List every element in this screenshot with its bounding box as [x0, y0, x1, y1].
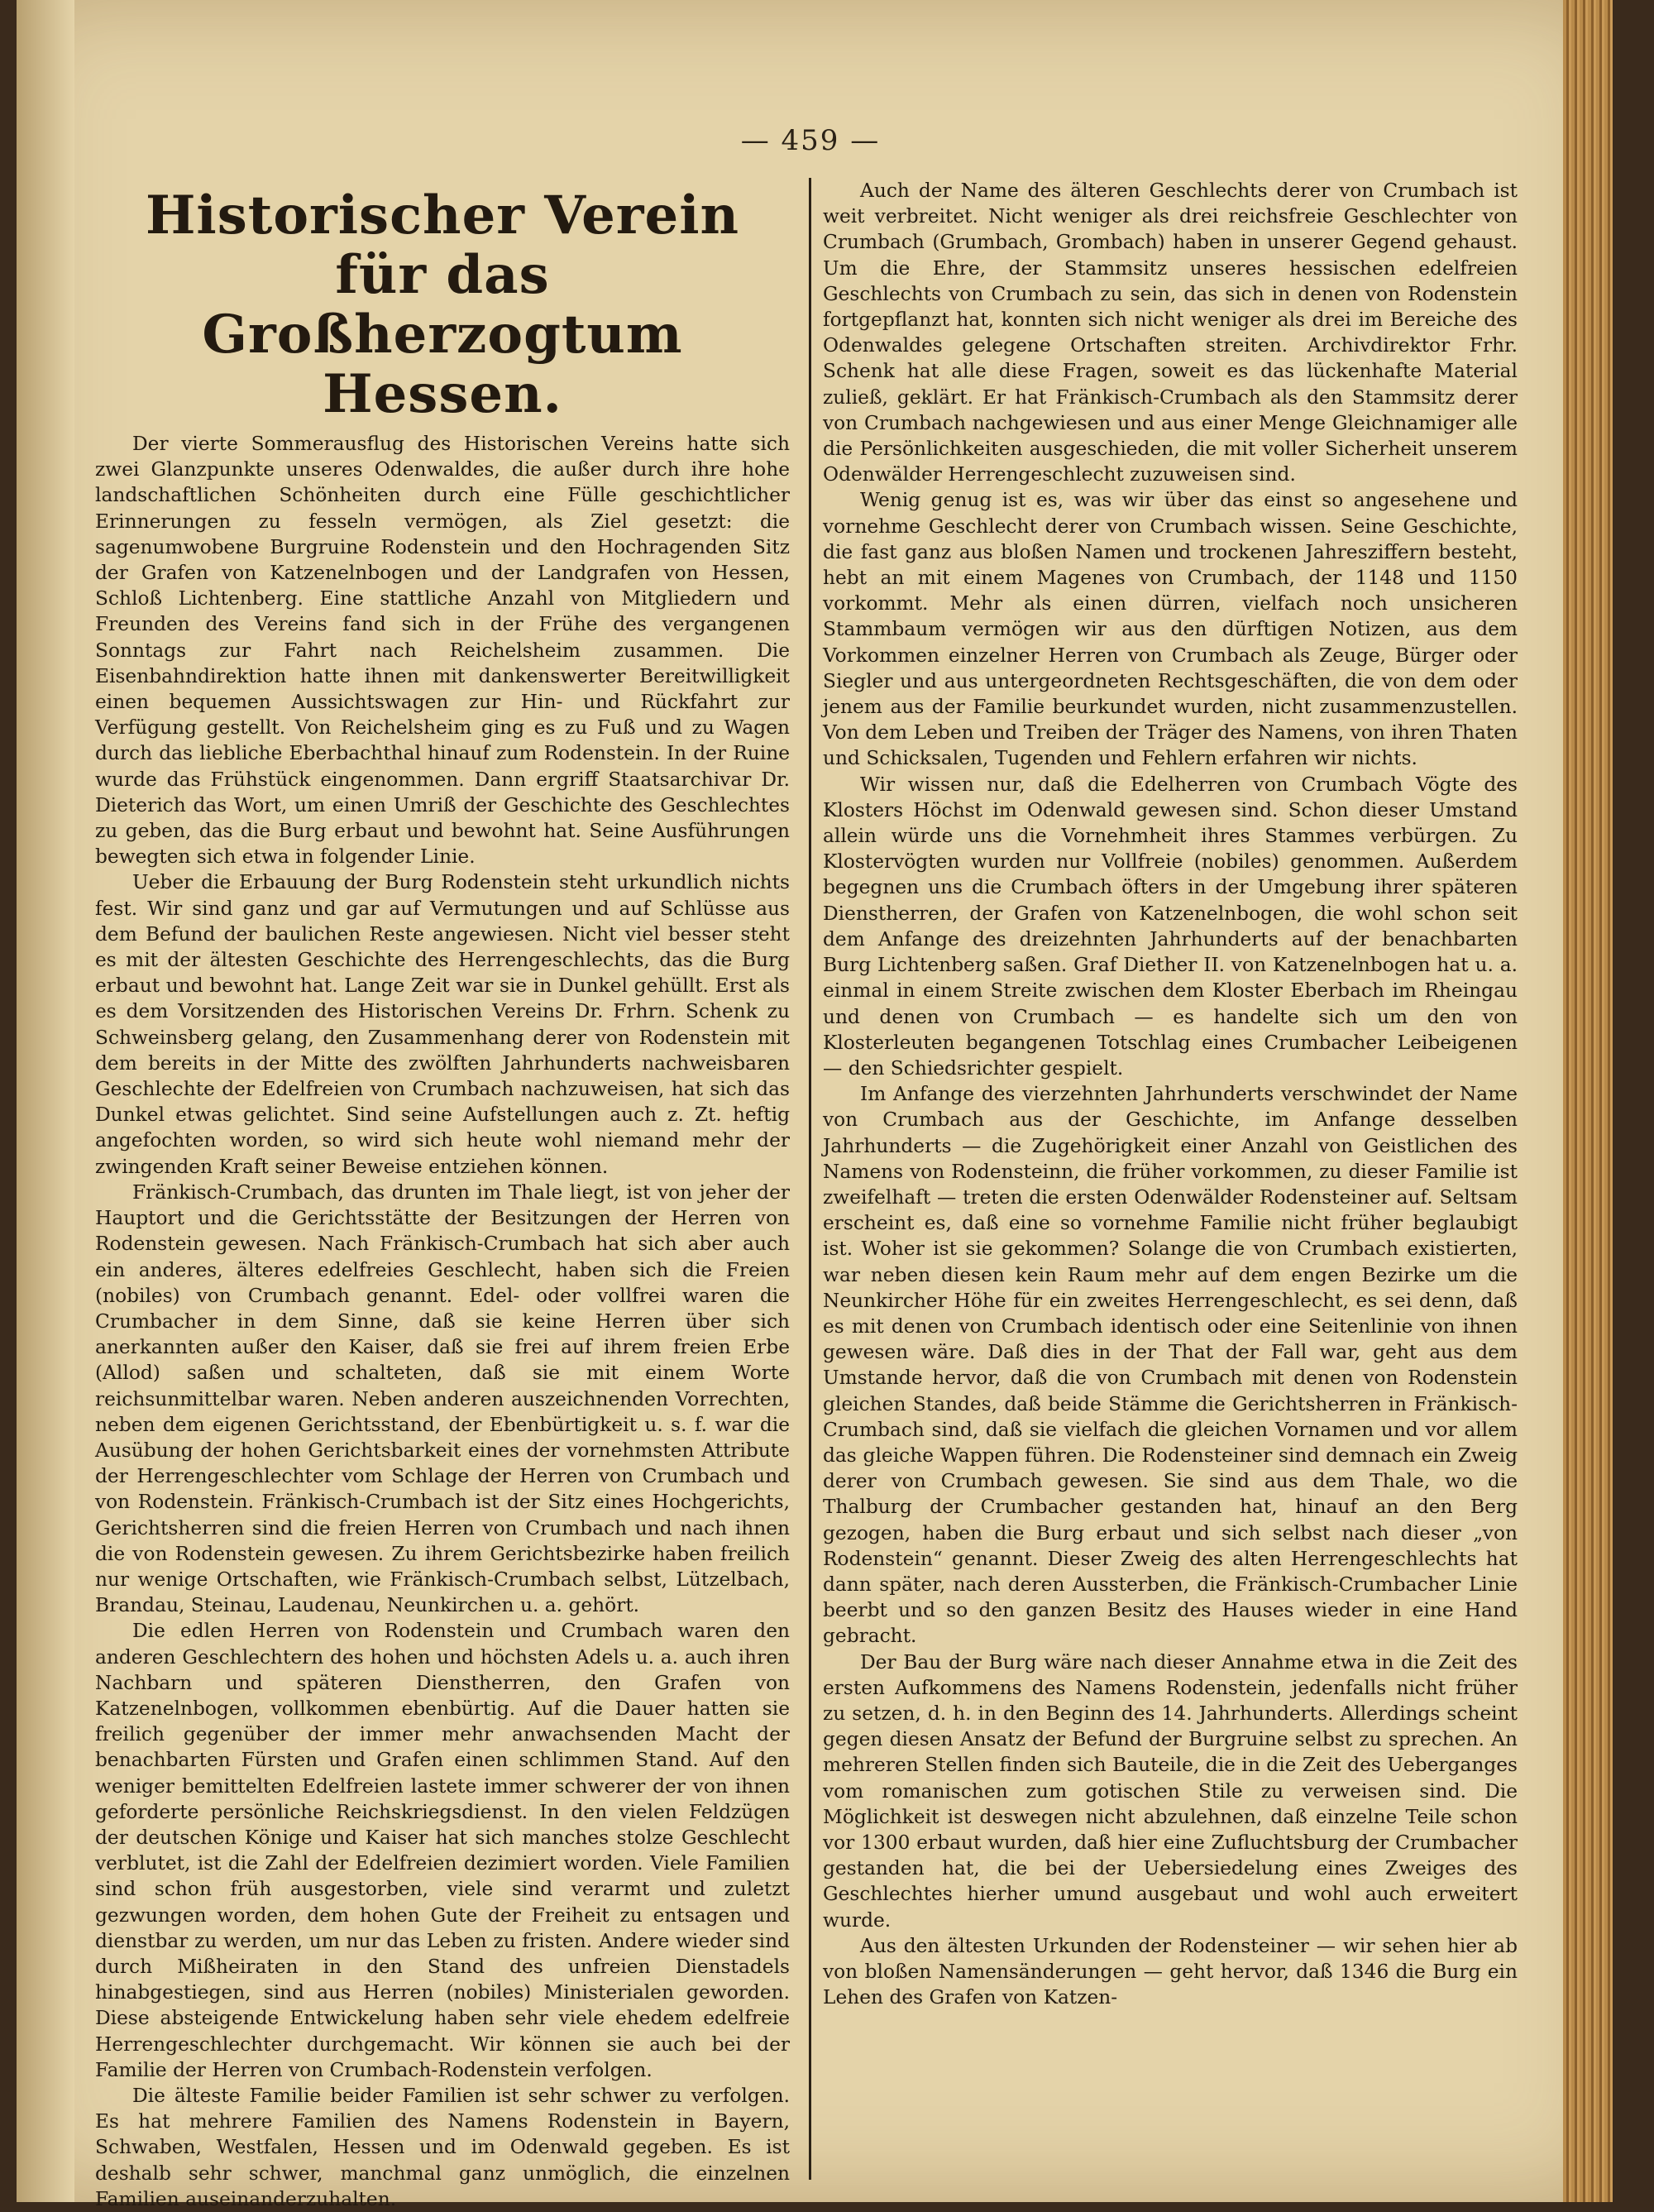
page-edges [1563, 0, 1613, 2202]
article-title [95, 186, 790, 424]
paragraph: Die edlen Herren von Rodenstein und Crumbach waren den anderen Geschlechtern des hohen und höchsten Adels u. a. auch ihren Nachbarn und späteren Dienstherren, den Grafen von Katzenelnbogen, vollkommen ebenbürtig. Auf die Dauer hatten sie freilich gegenüber der immer mehr anwachsenden Macht der benachbarten Fürsten und Grafen einen schlimmen Stand. Auf den weniger bemittelten Edelfreien lastete immer schwerer der von ihnen geforderte persönliche Reichskriegsdienst. In den vielen Feldzügen der deutschen Könige und Kaiser hat sich manches stolze Geschlecht verblutet, ist die Zahl der Edelfreien dezimiert worden. Viele Familien sind schon früh ausgestorben, viele sind verarmt und zuletzt gezwungen worden, dem hohen Gute der Freiheit zu entsagen und dienstbar zu werden, um nur das Leben zu fristen. Andere wieder sind durch Mißheiraten in den Stand des unfreien Dienstadels hinabgestiegen, sind aus Herren (nobiles) Ministerialen geworden. Diese absteigende Entwickelung haben sehr viele ehedem edelfreie Herrengeschlechter durchgemacht. Wir können sie auch bei der Familie der Herren von Crumbach-Rodenstein verfolgen. [95, 1620, 790, 2081]
paragraph: Der vierte Sommerausflug des Historischen Vereins hatte sich zwei Glanzpunkte unseres Odenwaldes, die außer durch ihre hohe landschaftlichen Schönheiten durch eine Fülle geschichtlicher Erinnerungen zu fesseln vermögen, als Ziel gesetzt: die sagenumwobene Burgruine Rodenstein und den Hochragenden Sitz der Grafen von Katzenelnbogen und der Landgrafen von Hessen, Schloß Lichtenberg. Eine stattliche Anzahl von Mitgliedern und Freunden des Vereins fand sich in der Frühe des vergangenen Sonntags zur Fahrt nach Reichelsheim zusammen. Die Eisenbahndirektion hatte ihnen mit dankenswerter Bereitwilligkeit einen bequemen Aussichtswagen zur Hin- und Rückfahrt zur Verfügung gestellt. Von Reichelsheim ging es zu Fuß und zu Wagen durch das liebliche Eberbachthal hinauf zum Rodenstein. In der Ruine wurde das Frühstück eingenommen. Dann ergriff Staatsarchivar Dr. Dieterich das Wort, um einen Umriß der Geschichte des Geschlechtes zu geben, das die Burg erbaut und bewohnt hat. Seine Ausführungen bewegten sich etwa in folgender Linie. [95, 433, 790, 869]
paragraph: Im Anfange des vierzehnten Jahrhunderts verschwindet der Name von Crumbach aus der Geschichte, im Anfange desselben Jahrhunderts — die Zugehörigkeit einer Anzahl von Geistlichen des Namens von Rodensteinn, die früher vorkommen, zu dieser Familie ist zweifelhaft — treten die ersten Odenwälder Rodensteiner auf. Seltsam erscheint es, daß eine so vornehme Familie nicht früher beglaubigt ist. Woher ist sie gekommen? Solange die von Crumbach existierten, war neben diesen kein Raum mehr auf dem engen Bezirke um die Neunkircher Höhe für ein zweites Herrengeschlecht, es sei denn, daß es mit denen von Crumbach identisch oder eine Seitenlinie von ihnen gewesen wäre. Daß dies in der That der Fall war, geht aus dem Umstande hervor, daß die von Crumbach mit denen von Rodenstein gleichen Standes, daß beide Stämme die Gerichtsherren in Fränkisch-Crumbach sind, daß sie vielfach die gleichen Vornamen und vor allem das gleiche Wappen führen. Die Rodensteiner sind demnach ein Zweig derer von Crumbach gewesen. Sie sind aus dem Thale, wo die Thalburg der Crumbacher gestanden hat, hinauf an den Berg gezogen, haben die Burg erbaut und sich selbst nach dieser „von Rodenstein“ genannt. Dieser Zweig des alten Herrengeschlechts hat dann später, nach deren Aussterben, die Fränkisch-Crumbacher Linie beerbt und so den ganzen Besitz des Hauses wieder in eine Hand gebracht. [823, 1083, 1518, 1648]
left-column [95, 178, 790, 2212]
binding-gutter [17, 0, 74, 2202]
paragraph: Die älteste Familie beider Familien ist sehr schwer zu verfolgen. Es hat mehrere Familien des Namens Rodenstein in Bayern, Schwaben, Westfalen, Hessen und im Odenwald gegeben. Es ist deshalb sehr schwer, manchmal ganz unmöglich, die einzelnen Familien auseinanderzuhalten. [95, 2085, 790, 2210]
article-title-line2: für das Großherzogtum Hessen. [202, 244, 683, 425]
paragraph: Fränkisch-Crumbach, das drunten im Thale liegt, ist von jeher der Hauptort und die Gerichtsstätte der Besitzungen der Herren von Rodenstein gewesen. Nach Fränkisch-Crumbach hat sich aber auch ein anderes, älteres edelfreies Geschlecht, haben sich die Freien (nobiles) von Crumbach genannt. Edel- oder vollfrei waren die Crumbacher in dem Sinne, daß sie keine Herren über sich anerkannten außer den Kaiser, daß sie frei auf ihrem freien Erbe (Allod) saßen und schalteten, daß sie mit einem Worte reichsunmittelbar waren. Neben anderen auszeichnenden Vorrechten, neben dem eigenen Gerichtsstand, der Ebenbürtigkeit u. s. f. war die Ausübung der hohen Gerichtsbarkeit eines der vornehmsten Attribute der Herrengeschlechter vom Schlage der Herren von Crumbach und von Rodenstein. Fränkisch-Crumbach ist der Sitz eines Hochgerichts, Gerichtsherren sind die freien Herren von Crumbach und nach ihnen die von Rodenstein gewesen. Zu ihrem Gerichtsbezirke haben freilich nur wenige Ortschaften, wie Fränkisch-Crumbach selbst, Lützelbach, Brandau, Steinau, Laudenau, Neunkirchen u. a. gehört. [95, 1180, 790, 1617]
paragraph: Auch der Name des älteren Geschlechts derer von Crumbach ist weit verbreitet. Nicht weniger als drei reichsfreie Geschlechter von Crumbach (Grumbach, Grombach) haben in unserer Gegend gehaust. Um die Ehre, der Stammsitz unseres hessischen edelfreien Geschlechts von Crumbach zu sein, das sich in denen von Rodenstein fortgepflanzt hat, konnten sich nicht weniger als drei im Bereiche des Odenwaldes gelegene Ortschaften streiten. Archivdirektor Frhr. Schenk hat alle diese Fragen, soweit es das lückenhafte Material zuließ, geklärt. Er hat Fränkisch-Crumbach als den Stammsitz derer von Crumbach nachgewiesen und aus einer Menge Gleichnamiger alle die Persönlichkeiten ausgeschieden, die mit voller Sicherheit unserem Odenwälder Herrengeschlecht zuzuweisen sind. [823, 180, 1518, 486]
page-number: — 459 — [740, 124, 881, 157]
right-column [823, 178, 1518, 2010]
paragraph: Ueber die Erbauung der Burg Rodenstein steht urkundlich nichts fest. Wir sind ganz und gar auf Vermutungen und auf Schlüsse aus dem Befund der baulichen Reste angewiesen. Nicht viel besser steht es mit der ältesten Geschichte des Herrengeschlechts, das die Burg erbaut und bewohnt hat. Lange Zeit war sie in Dunkel gehüllt. Erst als es dem Vorsitzenden des Historischen Vereins Dr. Frhrn. Schenk zu Schweinsberg gelang, den Zusammenhang derer von Rodenstein mit dem bereits in der Mitte des zwölften Jahrhunderts nachweisbaren Geschlechte der Edelfreien von Crumbach nachzuweisen, hat sich das Dunkel etwas gelichtet. Sind seine Aufstellungen auch z. Zt. heftig angefochten worden, so wird sich heute wohl niemand mehr der zwingenden Kraft seiner Beweise entziehen können. [95, 871, 790, 1178]
newspaper-page [17, 0, 1613, 2210]
paragraph: Aus den ältesten Urkunden der Rodensteiner — wir sehen hier ab von bloßen Namensänderungen — geht hervor, daß 1346 die Burg ein Lehen des Grafen von Katzen- [823, 1934, 1518, 2009]
paragraph: Der Bau der Burg wäre nach dieser Annahme etwa in die Zeit des ersten Aufkommens des Namens Rodenstein, jedenfalls nicht früher zu setzen, d. h. in den Beginn des 14. Jahrhunderts. Allerdings scheint gegen diesen Ansatz der Befund der Burgruine selbst zu sprechen. An mehreren Stellen finden sich Bauteile, die in die Zeit des Ueberganges vom romanischen zum gotischen Stile zu verweisen sind. Die Möglichkeit ist deswegen nicht abzulehnen, daß einzelne Teile schon vor 1300 erbaut wurden, daß hier eine Zufluchtsburg der Crumbacher gestanden hat, die bei der Uebersiedelung eines Zweiges des Geschlechtes hierher umund ausgebaut und wohl auch erweitert wurde. [823, 1650, 1518, 1932]
article-title-line1: Historischer Verein [145, 184, 740, 247]
column-divider [809, 178, 811, 2180]
paragraph: Wenig genug ist es, was wir über das einst so angesehene und vornehme Geschlecht derer von Crumbach wissen. Seine Geschichte, die fast ganz aus bloßen Namen und trockenen Jahresziffern besteht, hebt an mit einem Magenes von Crumbach, der 1148 und 1150 vorkommt. Mehr als einen dürren, vielfach noch unsicheren Stammbaum vermögen wir aus den dürftigen Notizen, aus dem Vorkommen einzelner Herren von Crumbach als Zeuge, Bürger oder Siegler und aus untergeordneten Rechtsgeschäften, die von dem oder jenem aus der Familie beurkundet wurden, nicht zusammenzustellen. Von dem Leben und Treiben der Träger des Namens, von ihren Thaten und Schicksalen, Tugenden und Fehlern erfahren wir nichts. [823, 489, 1518, 770]
paragraph: Wir wissen nur, daß die Edelherren von Crumbach Vögte des Klosters Höchst im Odenwald gewesen sind. Schon dieser Umstand allein würde uns die Vornehmheit ihres Stammes verbürgen. Zu Klostervögten wurden nur Vollfreie (nobiles) genommen. Außerdem begegnen uns die Crumbach öfters in der Umgebung ihrer späteren Dienstherren, der Grafen von Katzenelnbogen, die wohl schon seit dem Anfange des dreizehnten Jahrhunderts auf der benachbarten Burg Lichtenberg saßen. Graf Diether II. von Katzenelnbogen hat u. a. einmal in einem Streite zwischen dem Kloster Eberbach im Rheingau und denen von Crumbach — es handelte sich um den von Klosterleuten begangenen Totschlag eines Crumbacher Leibeigenen — den Schiedsrichter gespielt. [823, 773, 1518, 1080]
